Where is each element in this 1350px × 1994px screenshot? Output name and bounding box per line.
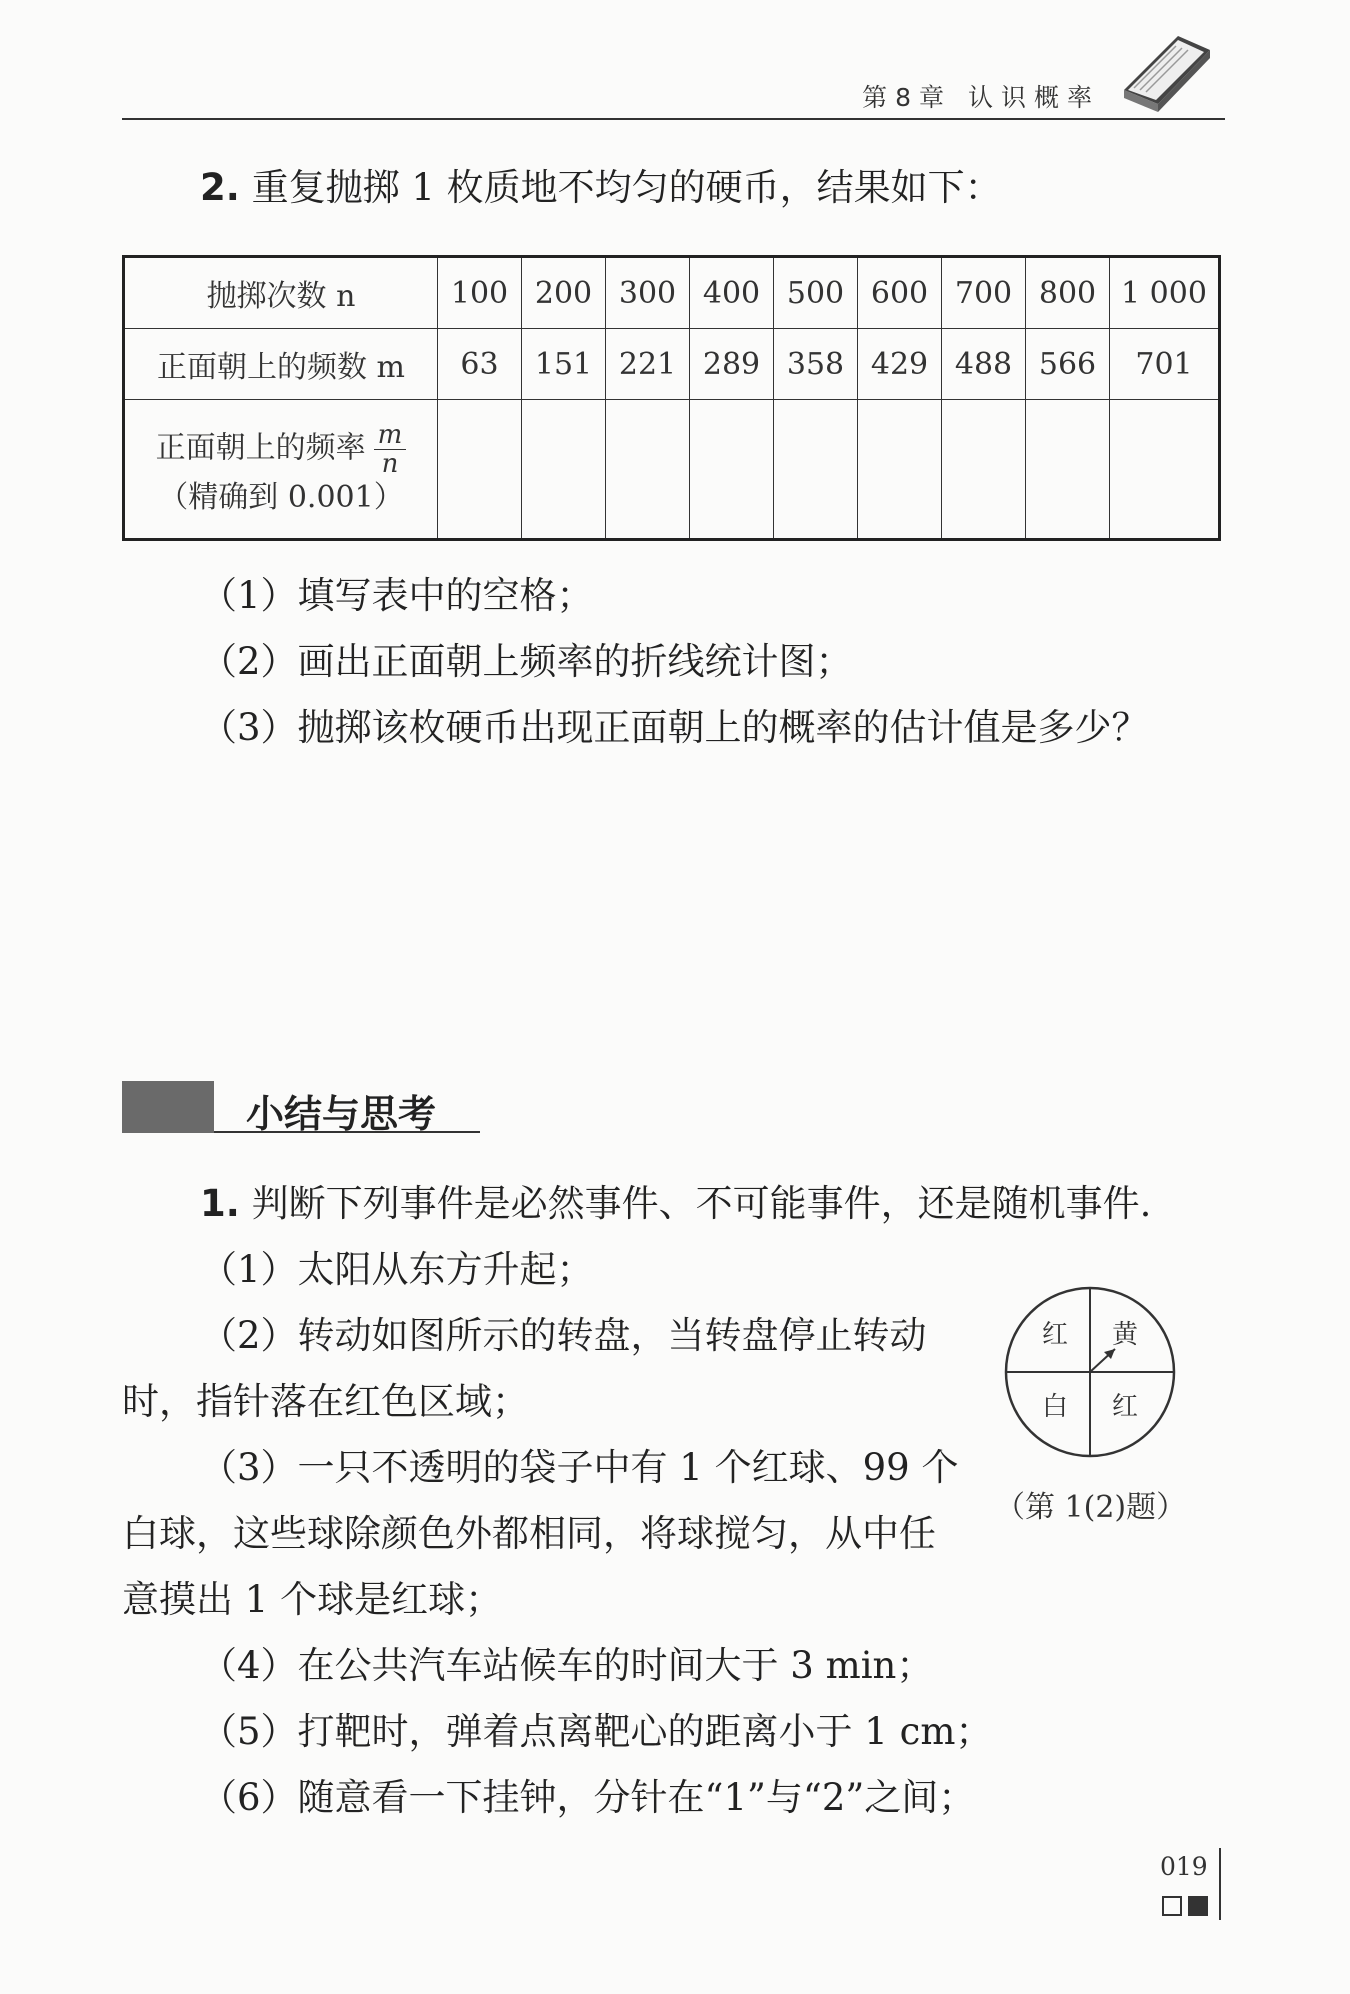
table-cell: 800 — [1026, 257, 1110, 329]
table-cell: 400 — [690, 257, 774, 329]
table-cell: 151 — [522, 329, 606, 400]
table-cell: 289 — [690, 329, 774, 400]
table-cell: 500 — [774, 257, 858, 329]
table-cell-empty — [1026, 400, 1110, 540]
table-cell: 63 — [438, 329, 522, 400]
problem-1-statement — [200, 1182, 1151, 1226]
table-cell: 566 — [1026, 329, 1110, 400]
problem-2-statement — [200, 166, 1002, 210]
table-cell: 221 — [606, 329, 690, 400]
table-cell-empty — [774, 400, 858, 540]
page-box-filled-icon — [1188, 1896, 1208, 1916]
table-cell: 358 — [774, 329, 858, 400]
page-number: 019 — [1160, 1852, 1208, 1881]
sector-label-top-left: 红 — [1041, 1320, 1069, 1350]
chapter-title: 第8章 认识概率 — [862, 83, 1100, 112]
sector-label-bottom-left: 白 — [1041, 1392, 1069, 1422]
section-banner — [122, 1081, 480, 1136]
subquestion-3: （3）抛掷该枚硬币出现正面朝上的概率的估计值是多少？ — [200, 706, 1149, 749]
sector-label-top-right: 黄 — [1111, 1320, 1139, 1350]
item-3-line-1: （3）一只不透明的袋子中有 1 个红球、99 个 — [200, 1446, 959, 1489]
fraction-denominator: n — [381, 448, 399, 479]
sector-label-bottom-right: 红 — [1111, 1392, 1139, 1422]
item-2-line-2: 时，指针落在红色区域； — [122, 1380, 529, 1423]
row-label-heads-count: 正面朝上的频数 m — [124, 329, 438, 400]
item-3-line-3: 意摸出 1 个球是红球； — [122, 1578, 503, 1621]
table-row-heads-count — [124, 329, 1220, 400]
item-6: （6）随意看一下挂钟，分针在“1”与“2”之间； — [200, 1776, 976, 1819]
item-3-line-2: 白球，这些球除颜色外都相同，将球搅匀，从中任 — [122, 1512, 936, 1555]
precision-note: （精确到 0.001） — [158, 479, 404, 515]
table-row-heads-frequency — [124, 400, 1220, 540]
subquestion-1: （1）填写表中的空格； — [200, 574, 594, 617]
heads-frequency-label: 正面朝上的频率 — [155, 430, 366, 465]
fraction-m-over-n — [374, 421, 407, 478]
table-cell: 1 000 — [1110, 257, 1220, 329]
table-cell: 100 — [438, 257, 522, 329]
frequency-table — [122, 255, 1221, 541]
item-2-line-1: （2）转动如图所示的转盘，当转盘停止转动 — [200, 1314, 927, 1357]
table-cell: 701 — [1110, 329, 1220, 400]
fraction-numerator: m — [374, 421, 407, 450]
table-cell-empty — [438, 400, 522, 540]
spinner-caption: （第 1(2)题） — [995, 1490, 1187, 1525]
page-number-rule — [1219, 1848, 1221, 1920]
table-cell: 200 — [522, 257, 606, 329]
page-box-empty-icon — [1162, 1896, 1182, 1916]
item-4: （4）在公共汽车站候车的时间大于 3 min； — [200, 1644, 934, 1687]
problem-1-number: 1. — [200, 1182, 240, 1225]
table-cell: 600 — [858, 257, 942, 329]
row-label-tosses: 抛掷次数 n — [124, 257, 438, 329]
section-title: 小结与思考 — [246, 1092, 437, 1136]
banner-block — [122, 1081, 214, 1133]
subquestion-2: （2）画出正面朝上频率的折线统计图； — [200, 640, 853, 683]
table-cell: 700 — [942, 257, 1026, 329]
row-label-heads-frequency — [124, 400, 438, 540]
book-icon — [1118, 28, 1214, 114]
spinner-figure — [1003, 1285, 1177, 1459]
table-cell: 488 — [942, 329, 1026, 400]
table-cell-empty — [942, 400, 1026, 540]
table-cell: 429 — [858, 329, 942, 400]
table-row-tosses — [124, 257, 1220, 329]
table-cell-empty — [522, 400, 606, 540]
problem-2-text: 重复抛掷 1 枚质地不均匀的硬币，结果如下： — [251, 166, 1002, 209]
item-1: （1）太阳从东方升起； — [200, 1248, 594, 1291]
table-cell-empty — [1110, 400, 1220, 540]
table-cell-empty — [690, 400, 774, 540]
header-rule — [122, 118, 1225, 120]
table-cell-empty — [858, 400, 942, 540]
problem-2-number: 2. — [200, 166, 240, 209]
table-cell: 300 — [606, 257, 690, 329]
item-5: （5）打靶时，弹着点离靶心的距离小于 1 cm； — [200, 1710, 993, 1753]
table-cell-empty — [606, 400, 690, 540]
problem-1-text: 判断下列事件是必然事件、不可能事件，还是随机事件. — [251, 1182, 1152, 1225]
